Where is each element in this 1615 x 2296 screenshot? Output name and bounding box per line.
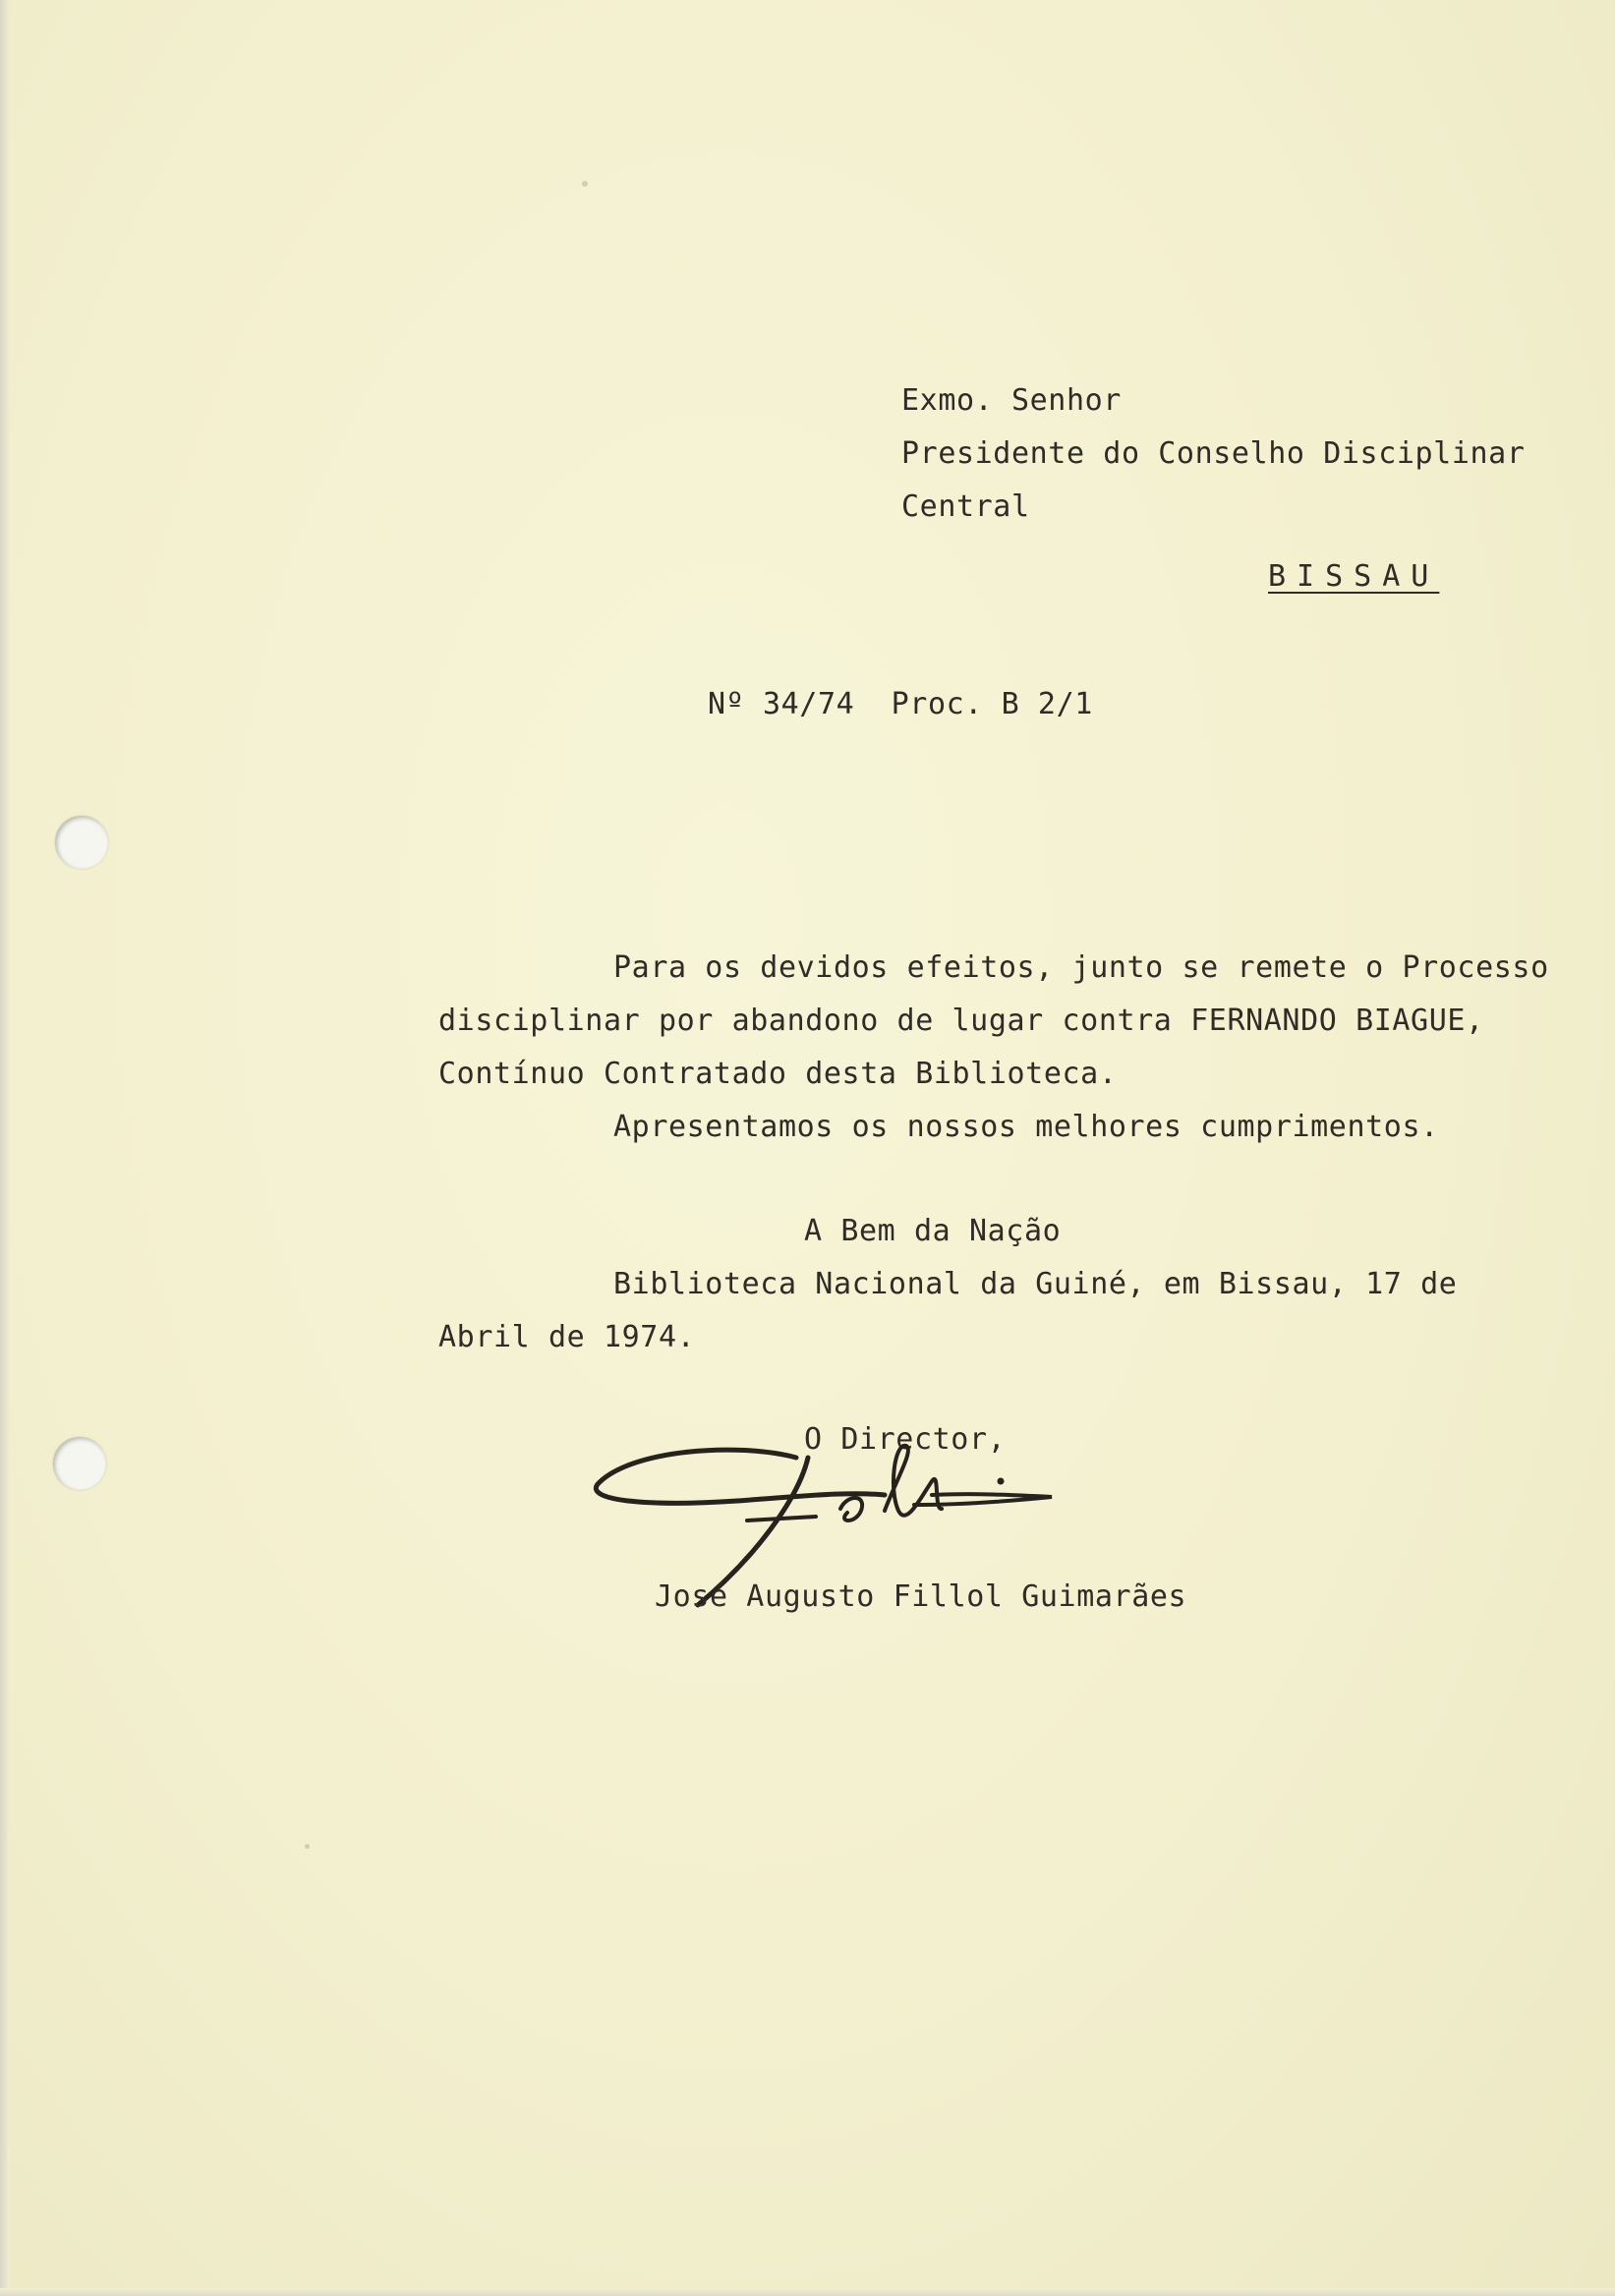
place-date-line-2: Abril de 1974.	[438, 1320, 696, 1354]
addressee-position-cont: Central	[901, 489, 1030, 524]
punch-hole-top	[55, 816, 108, 869]
reference-number: Nº 34/74 Proc. B 2/1	[708, 687, 1093, 721]
addressee-city: BISSAU	[1268, 559, 1440, 594]
addressee-salutation: Exmo. Senhor	[901, 383, 1122, 418]
body-line-2: disciplinar por abandono de lugar contra FERNANDO BIAGUE,	[438, 1004, 1484, 1038]
addressee-position: Presidente do Conselho Disciplinar	[901, 436, 1526, 471]
body-line-4: Apresentamos os nossos melhores cumprimentos.	[613, 1110, 1439, 1144]
body-line-1: Para os devidos efeitos, junto se remete o Processo	[613, 950, 1549, 985]
paper-left-edge	[0, 0, 10, 2296]
signatory-title: O Director,	[804, 1422, 1007, 1457]
signatory-name: José Augusto Fillol Guimarães	[655, 1579, 1187, 1614]
paper-speck	[582, 181, 588, 187]
paper-speck	[305, 1844, 310, 1849]
punch-hole-bottom	[53, 1437, 106, 1490]
paper-bottom-edge	[0, 2288, 1615, 2296]
place-date-line-1: Biblioteca Nacional da Guiné, em Bissau, 17 de	[613, 1267, 1458, 1301]
closing-salutation: A Bem da Nação	[804, 1214, 1062, 1248]
body-line-3: Contínuo Contratado desta Biblioteca.	[438, 1057, 1118, 1091]
